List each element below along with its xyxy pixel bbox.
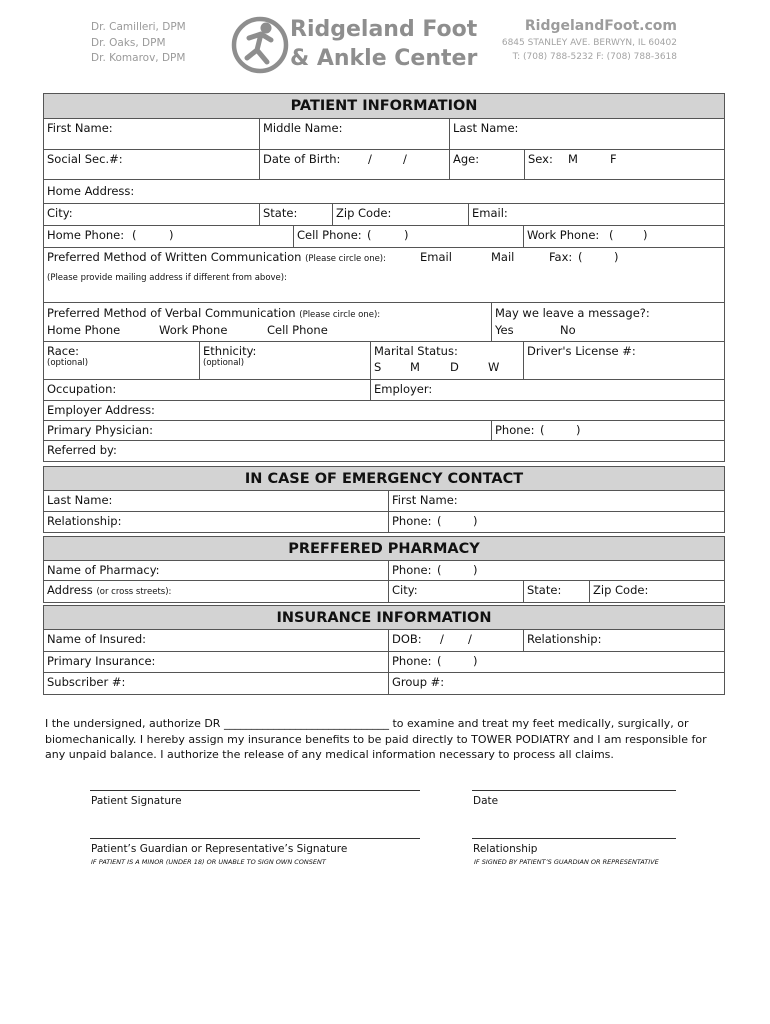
website: RidgelandFoot.com [524,18,677,34]
date-label: Date [473,795,499,807]
primary-insurance-field[interactable] [44,652,388,672]
marital-status-label: Marital Status: [374,344,458,358]
referred-by-field[interactable] [44,441,724,461]
city-label: City: [47,206,73,220]
doctor-name: Dr. Oaks, DPM [91,36,166,49]
pharmacy-city-label: City: [392,583,418,597]
dob-slash: / [468,632,472,646]
emergency-contact-section [43,466,725,533]
pharmacy-address-field[interactable] [44,581,388,602]
race-field[interactable] [44,342,199,379]
paren-close: ) [576,423,581,437]
mailing-note: (Please provide mailing address if different from above): [47,273,287,283]
pharmacy-name-label: Name of Pharmacy: [47,563,160,577]
clinic-address: 6845 STANLEY AVE. BERWYN, IL 60402 [501,38,677,48]
zip-field[interactable] [332,204,468,225]
drivers-license-field[interactable] [523,342,724,379]
employer-label: Employer: [374,382,433,396]
employer-address-label: Employer Address: [47,403,155,417]
insured-dob-field[interactable] [388,630,523,651]
home-address-label: Home Address: [47,184,135,198]
mailing-address-field[interactable] [44,269,724,302]
home-address-row [44,180,724,204]
phones-row [44,226,724,248]
pharmacy-city-field[interactable] [388,581,523,602]
sex-option-m[interactable]: M [568,152,578,166]
doctor-name: Dr. Camilleri, DPM [91,21,186,33]
first-name-field[interactable] [44,119,259,149]
written-comm-field [44,248,724,269]
verbal-comm-row [44,303,724,342]
emergency-phone-label: Phone: [392,514,432,528]
guardian-signature-label: Patient’s Guardian or Representative’s Signature [91,843,348,855]
optional-note: (optional) [203,358,245,368]
last-name-field[interactable] [449,119,724,149]
verbal-comm-field [44,303,491,341]
written-option-email[interactable]: Email [420,250,452,264]
paren-close: ) [473,514,478,528]
email-field[interactable] [468,204,724,225]
employer-address-row [44,401,724,421]
dob-slash: / [403,152,407,166]
section-title: IN CASE OF EMERGENCY CONTACT [44,467,724,491]
pharmacy-name-field[interactable] [44,561,388,580]
authorization-paragraph: I the undersigned, authorize DR ______________________________ to examine and treat my feet medically, surgically, or biomechanically. I hereby assign my insurance benefits to be paid directly to TOWER PODIATRY and I am responsible for any unpaid balance. I authorize the release of any medical information necessary to process all claims. [45,717,707,761]
cross-streets-note: (or cross streets): [96,587,172,597]
emergency-first-name-field[interactable] [388,491,724,511]
message-option-no[interactable]: No [560,323,576,337]
physician-phone-label: Phone: [495,423,535,437]
pharmacy-section [43,536,725,603]
physician-phone-field[interactable] [491,421,724,440]
paren-open: ( [437,563,442,577]
name-row [44,119,724,150]
optional-note: (optional) [47,358,89,368]
subscriber-label: Subscriber #: [47,675,126,689]
ssn-dob-row [44,150,724,180]
work-phone-field[interactable] [523,226,724,247]
drivers-license-label: Driver's License #: [527,344,636,358]
state-field[interactable] [259,204,332,225]
pharmacy-name-row [44,561,724,581]
paren-close: ) [473,654,478,668]
guardian-note: IF PATIENT IS A MINOR (UNDER 18) OR UNABLE TO SIGN OWN CONSENT [91,858,326,866]
running-figure-icon [231,12,289,76]
marital-option-d[interactable]: D [450,360,459,374]
emergency-last-name-label: Last Name: [47,493,113,507]
emergency-phone-field[interactable] [388,512,724,532]
city-row [44,204,724,226]
marital-option-s[interactable]: S [374,360,382,374]
pharmacy-zip-label: Zip Code: [593,583,649,597]
employer-field[interactable] [370,380,724,400]
demographics-row [44,342,724,380]
age-label: Age: [453,152,480,166]
date-line[interactable] [472,790,676,791]
subscriber-field[interactable] [44,673,388,694]
leave-message-label: May we leave a message?: [495,306,650,320]
mailing-address-row [44,269,724,303]
emergency-relationship-field[interactable] [44,512,388,532]
pharmacy-address-row [44,581,724,602]
emergency-name-row [44,491,724,512]
paren-close: ) [643,228,648,242]
state-label: State: [263,206,298,220]
occupation-row [44,380,724,401]
last-name-label: Last Name: [453,121,519,135]
clinic-logo [231,12,478,76]
insured-dob-label: DOB: [392,632,422,646]
work-phone-label: Work Phone: [527,228,600,242]
insured-relationship-label: Relationship: [527,632,602,646]
patient-signature-label: Patient Signature [91,795,182,807]
home-phone-field[interactable] [44,226,293,247]
ethnicity-field[interactable] [199,342,370,379]
paren-open: ( [132,228,137,242]
primary-physician-label: Primary Physician: [47,423,154,437]
home-phone-label: Home Phone: [47,228,125,242]
marital-status-field [370,342,523,379]
patient-information-section [43,93,725,462]
emergency-relationship-row [44,512,724,532]
occupation-field[interactable] [44,380,370,400]
circle-one-note: (Please circle one): [305,254,386,264]
primary-physician-field[interactable] [44,421,491,440]
first-name-label: First Name: [47,121,113,135]
insured-row [44,630,724,652]
emergency-first-name-label: First Name: [392,493,458,507]
section-title: INSURANCE INFORMATION [44,606,724,630]
relationship-line[interactable] [472,838,676,839]
city-field[interactable] [44,204,259,225]
dob-slash: / [368,152,372,166]
paren-open: ( [578,250,583,264]
leave-message-field [491,303,724,341]
verbal-comm-label: Preferred Method of Verbal Communication [47,306,296,320]
clinic-phone-fax: T: (708) 788-5232 F: (708) 788-3618 [512,52,677,62]
sex-label: Sex: [528,152,553,166]
paren-close: ) [614,250,619,264]
group-label: Group #: [392,675,445,689]
clinic-name-line1: Ridgeland Foot [290,17,478,42]
cell-phone-label: Cell Phone: [297,228,362,242]
written-option-fax[interactable]: Fax: [549,250,573,264]
sex-field[interactable] [524,150,724,179]
pharmacy-zip-field[interactable] [589,581,724,602]
middle-name-label: Middle Name: [263,121,343,135]
section-title: PATIENT INFORMATION [44,94,724,119]
section-title: PREFFERED PHARMACY [44,537,724,561]
written-option-mail[interactable]: Mail [491,250,515,264]
cell-phone-field[interactable] [293,226,523,247]
dob-field[interactable] [259,150,449,179]
pharmacy-state-field[interactable] [523,581,589,602]
paren-close: ) [169,228,174,242]
written-comm-label: Preferred Method of Written Communication [47,250,302,264]
dob-label: Date of Birth: [263,152,341,166]
pharmacy-address-label: Address [47,583,93,597]
age-field[interactable] [449,150,524,179]
home-address-field[interactable] [44,180,724,203]
insurance-phone-field[interactable] [388,652,724,672]
referred-by-row [44,441,724,461]
group-field[interactable] [388,673,724,694]
verbal-option-cell-phone[interactable]: Cell Phone [267,323,328,337]
paren-open: ( [437,514,442,528]
zip-label: Zip Code: [336,206,392,220]
patient-signature-line[interactable] [90,790,420,791]
primary-insurance-row [44,652,724,673]
relationship-note: IF SIGNED BY PATIENT’S GUARDIAN OR REPRESENTATIVE [474,858,659,866]
physician-row [44,421,724,441]
sex-option-f[interactable]: F [610,152,617,166]
paren-open: ( [540,423,545,437]
emergency-relationship-label: Relationship: [47,514,122,528]
dob-slash: / [440,632,444,646]
doctor-name: Dr. Komarov, DPM [91,52,186,64]
paren-close: ) [473,563,478,577]
marital-option-m[interactable]: M [410,360,420,374]
occupation-label: Occupation: [47,382,117,396]
middle-name-field[interactable] [259,119,449,149]
insurance-phone-label: Phone: [392,654,432,668]
email-label: Email: [472,206,508,220]
paren-open: ( [367,228,372,242]
verbal-option-home-phone[interactable]: Home Phone [47,323,121,337]
emergency-last-name-field[interactable] [44,491,388,511]
referred-by-label: Referred by: [47,443,117,457]
employer-address-field[interactable] [44,401,724,420]
marital-option-w[interactable]: W [488,360,500,374]
insured-name-label: Name of Insured: [47,632,147,646]
pharmacy-state-label: State: [527,583,562,597]
race-label: Race: [47,344,80,358]
verbal-option-work-phone[interactable]: Work Phone [159,323,228,337]
written-comm-row [44,248,724,269]
insured-name-field[interactable] [44,630,388,651]
ssn-field[interactable] [44,150,259,179]
paren-open: ( [437,654,442,668]
doctor-list [91,20,186,67]
insurance-section [43,605,725,695]
paren-close: ) [404,228,409,242]
circle-one-note: (Please circle one): [299,310,381,320]
message-option-yes[interactable]: Yes [495,323,514,337]
primary-insurance-label: Primary Insurance: [47,654,156,668]
paren-open: ( [609,228,614,242]
ssn-label: Social Sec.#: [47,152,123,166]
ethnicity-label: Ethnicity: [203,344,257,358]
subscriber-row [44,673,724,694]
relationship-label: Relationship [473,843,538,855]
clinic-name-line2: & Ankle Center [290,46,478,71]
insured-relationship-field[interactable] [523,630,724,651]
pharmacy-phone-label: Phone: [392,563,432,577]
guardian-signature-line[interactable] [90,838,420,839]
clinic-contact [502,18,677,64]
pharmacy-phone-field[interactable] [388,561,724,580]
